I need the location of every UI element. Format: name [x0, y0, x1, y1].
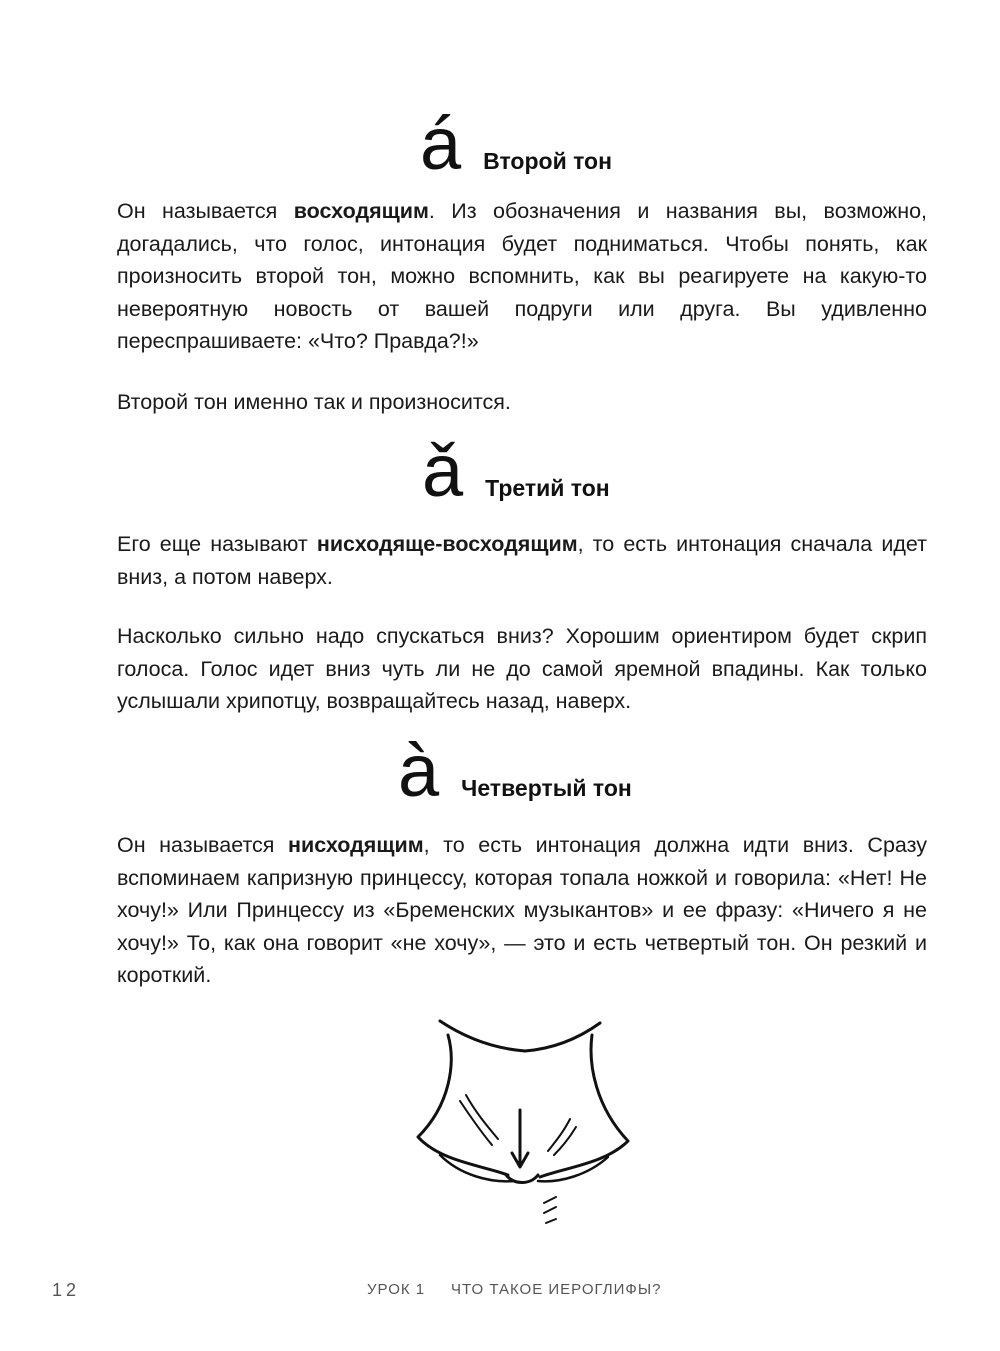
third-tone-title: Третий тон — [485, 475, 610, 501]
third-tone-heading — [422, 429, 610, 512]
neck-left-contour — [440, 1021, 525, 1051]
sternum-hatch — [546, 1219, 556, 1223]
sternum-hatch — [544, 1197, 556, 1203]
neck-right-contour — [525, 1023, 600, 1051]
text-span: . Из обозначения и названия вы, возможно, догадались, что голос, интонация будет подниматься. Чтобы понять, как произносить второй тон, можно вспомнить, как вы реагируете на какую-то невероятную новость от вашей подруги или друга. Вы удивленно переспрашиваете: «Что? Правда?!» — [117, 199, 927, 353]
third-tone-char: ǎ — [422, 429, 464, 512]
fourth-tone-paragraph-1 — [117, 829, 927, 992]
page-number: 12 — [52, 1280, 81, 1300]
text-span: , то есть интонация сначала идет вниз, а потом наверх. — [117, 532, 927, 589]
neck-illustration — [410, 1015, 640, 1240]
neck-right-side — [540, 1035, 628, 1177]
text-span: , то есть интонация должна идти вниз. Сразу вспоминаем капризную принцессу, которая топала ножкой и говорила: «Нет! Не хочу!» Или Принцессу из «Бременских музыкантов» и ее фразу: «Ничего я не хочу!» То, как она говорит «не хочу», — это и есть четвертый тон. Он резкий и короткий. — [117, 833, 927, 987]
running-header-lesson: УРОК 1 — [367, 1281, 426, 1298]
bold-term: нисходящим — [288, 833, 424, 857]
second-tone-title: Второй тон — [483, 148, 613, 174]
fourth-tone-title: Четвертый тон — [461, 775, 632, 801]
second-tone-char: á — [420, 102, 462, 185]
running-header-chapter: ЧТО ТАКОЕ ИЕРОГЛИФЫ? — [451, 1281, 662, 1298]
left-muscle-line — [460, 1101, 492, 1145]
sternum-hatch — [544, 1207, 556, 1213]
text-span: Он называется — [117, 833, 288, 857]
second-tone-paragraph-1 — [117, 195, 927, 358]
third-tone-paragraph-2: Насколько сильно надо спускаться вниз? Хорошим ориентиром будет скрип голоса. Голос идет вниз чуть ли не до самой яремной впадины. Как только услышали хрипотцу, возвращайтесь назад, наверх. — [117, 624, 927, 713]
bold-term: восходящим — [293, 199, 429, 223]
down-arrow-icon — [512, 1110, 528, 1167]
third-tone-paragraph-1 — [117, 528, 927, 593]
second-tone-heading — [420, 102, 613, 185]
right-muscle-line — [548, 1119, 570, 1151]
second-tone-paragraph-2: Второй тон именно так и произносится. — [117, 390, 511, 414]
fourth-tone-char: à — [398, 729, 440, 812]
text-span: Его еще называют — [117, 532, 317, 556]
fourth-tone-heading — [398, 729, 632, 812]
right-muscle-line — [554, 1127, 576, 1155]
bold-term: нисходяще-восходящим — [316, 532, 578, 556]
text-span: Он называется — [117, 199, 294, 223]
